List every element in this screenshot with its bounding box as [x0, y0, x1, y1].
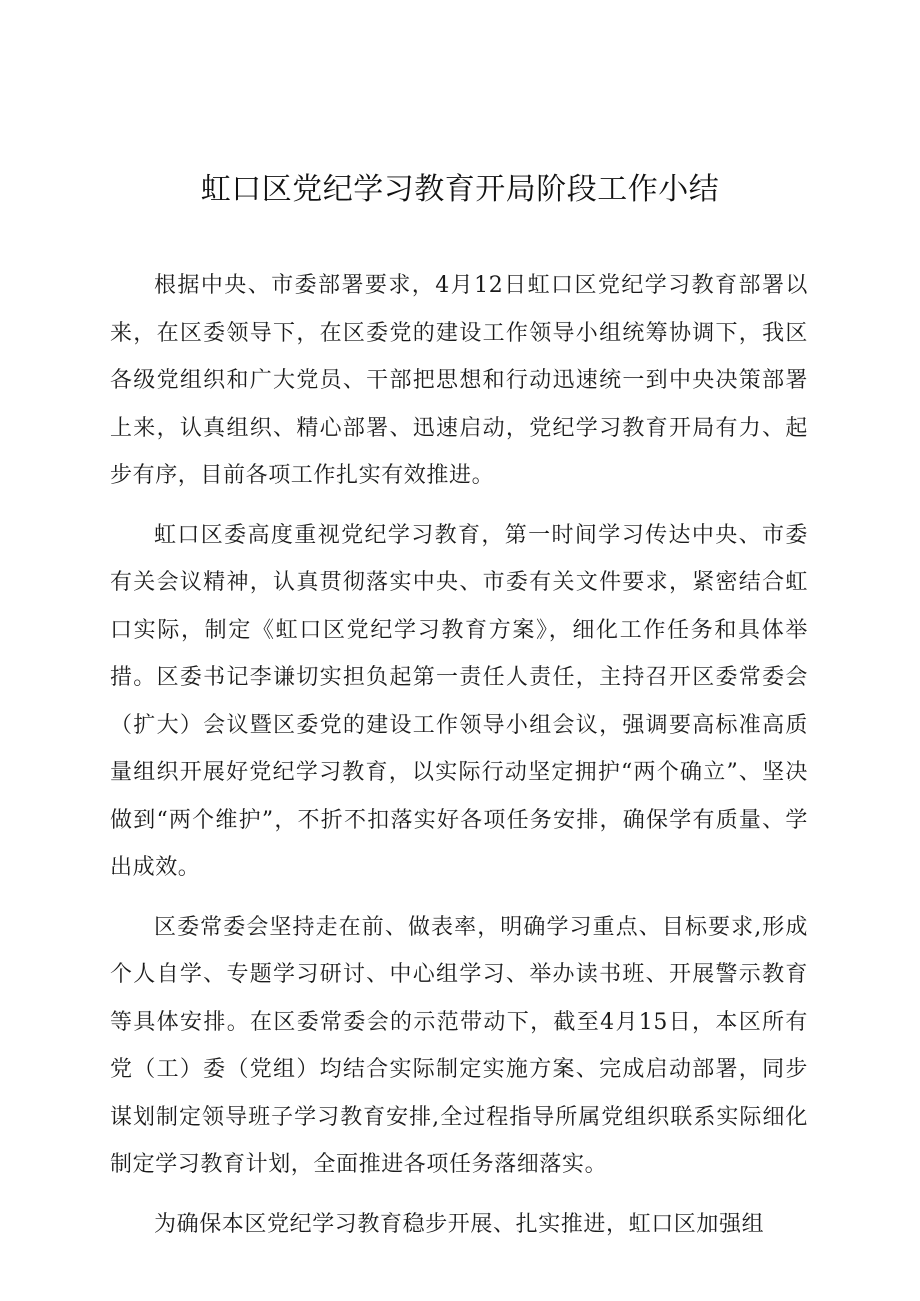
paragraph: 为确保本区党纪学习教育稳步开展、扎实推进，虹口区加强组 [154, 1211, 765, 1237]
paragraph: 虹口区委高度重视党纪学习教育，第一时间学习传达中央、市委有关会议精神，认真贯彻落实中央、市委有关文件要求，紧密结合虹口实际，制定《虹口区党纪学习教育方案》，细化工作任务和具体举措。区委书记李谦切实担负起第一责任人责任，主持召开区委常委会（扩大）会议暨区委党的建设工作领导小组会议，强调要高标准高质量组织开展好党纪学习教育，以实际行动坚定拥护“两个确立”、坚决做到“两个维护”，不折不扣落实好各项任务安排，确保学有质量、学出成效。 [110, 522, 808, 880]
paragraph: 根据中央、市委部署要求，4月12日虹口区党纪学习教育部署以来，在区委领导下，在区委党的建设工作领导小组统筹协调下，我区各级党组织和广大党员、干部把思想和行动迅速统一到中央决策部署上来，认真组织、精心部署、迅速启动，党纪学习教育开局有力、起步有序，目前各项工作扎实有效推进。 [110, 273, 808, 488]
document-title: 虹口区党纪学习教育开局阶段工作小结 [200, 172, 720, 207]
document-body [110, 262, 808, 1260]
paragraph: 区委常委会坚持走在前、做表率，明确学习重点、目标要求,形成个人自学、专题学习研讨、中心组学习、举办读书班、开展警示教育等具体安排。在区委常委会的示范带动下，截至4月15日，本区所有党（工）委（党组）均结合实际制定实施方案、完成启动部署，同步谋划制定领导班子学习教育安排,全过程指导所属党组织联系实际细化制定学习教育计划，全面推进各项任务落细落实。 [110, 914, 808, 1177]
